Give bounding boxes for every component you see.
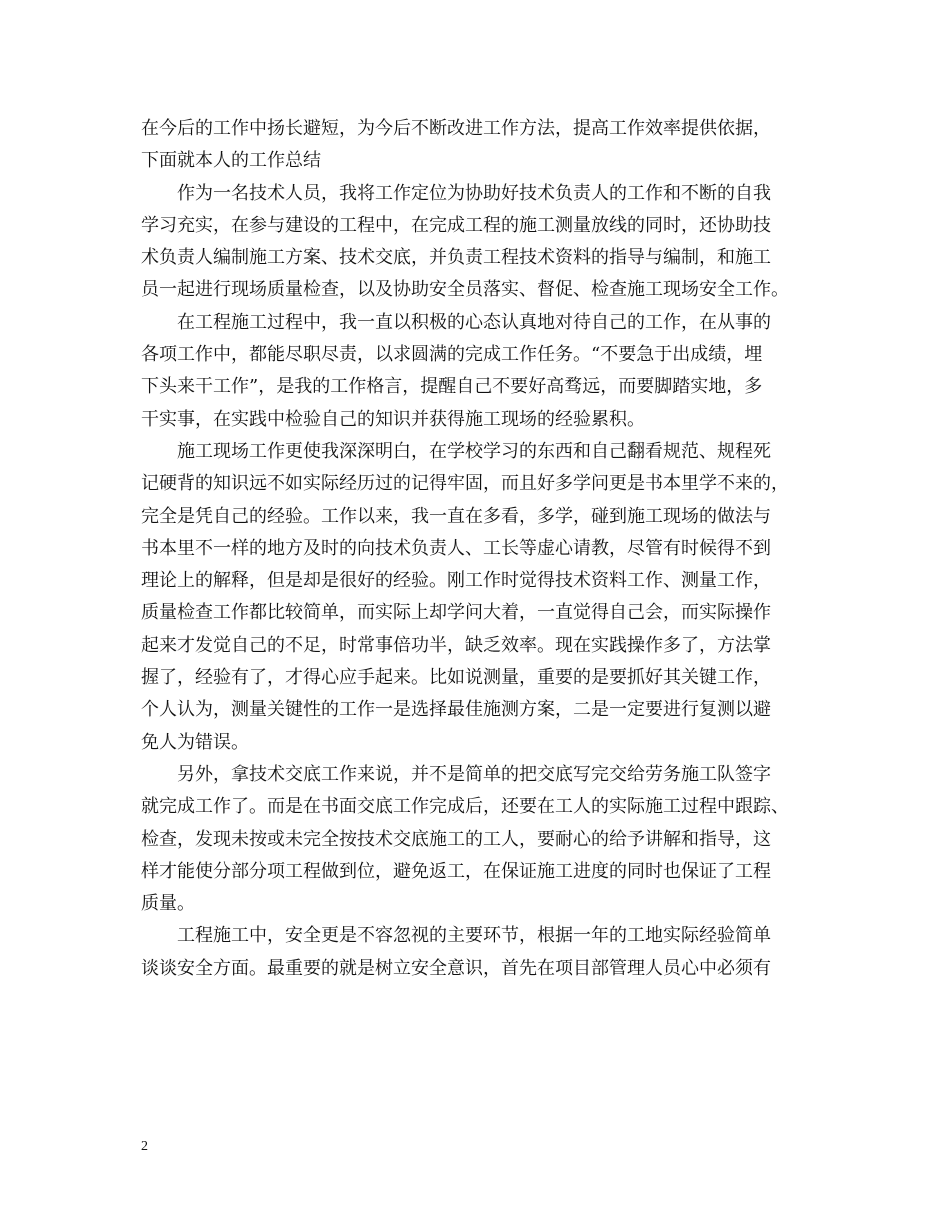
text-line: 握了，经验有了，才得心应手起来。比如说测量，重要的是要抓好其关键工作， — [141, 667, 771, 689]
text-line: 就完成工作了。而是在书面交底工作完成后，还要在工人的实际施工过程中跟踪、 — [141, 796, 789, 818]
text-line: 谈谈安全方面。最重要的就是树立安全意识，首先在项目部管理人员心中必须有 — [141, 957, 771, 979]
text-line: 在工程施工过程中，我一直以积极的心态认真地对待自己的工作，在从事的 — [177, 311, 771, 333]
text-line: 干实事，在实践中检验自己的知识并获得施工现场的经验累积。 — [141, 408, 645, 430]
text-line: 作为一名技术人员，我将工作定位为协助好技术负责人的工作和不断的自我 — [177, 182, 771, 204]
text-line: 免人为错误。 — [141, 731, 249, 753]
text-line: 个人认为，测量关键性的工作一是选择最佳施测方案，二是一定要进行复测以避 — [141, 699, 771, 721]
text-line: 下面就本人的工作总结 — [141, 150, 321, 172]
text-line: 下头来干工作”，是我的工作格言，提醒自己不要好高骛远，而要脚踏实地，多 — [141, 376, 763, 398]
text-line: 记硬背的知识远不如实际经历过的记得牢固，而且好多学问更是书本里学不来的， — [141, 473, 789, 495]
text-line: 另外，拿技术交底工作来说，并不是简单的把交底写完交给劳务施工队签字 — [177, 763, 771, 785]
document-body — [141, 113, 813, 985]
paragraph — [141, 436, 813, 759]
paragraph — [141, 759, 813, 920]
paragraph — [141, 178, 813, 307]
text-line: 完全是凭自己的经验。工作以来，我一直在多看，多学，碰到施工现场的做法与 — [141, 505, 771, 527]
text-line: 理论上的解释，但是却是很好的经验。刚工作时觉得技术资料工作、测量工作， — [141, 570, 771, 592]
text-line: 员一起进行现场质量检查，以及协助安全员落实、督促、检查施工现场安全工作。 — [141, 279, 789, 301]
paragraph — [141, 920, 813, 985]
text-line: 术负责人编制施工方案、技术交底，并负责工程技术资料的指导与编制，和施工 — [141, 247, 771, 269]
text-line: 工程施工中，安全更是不容忽视的主要环节，根据一年的工地实际经验简单 — [177, 925, 771, 947]
paragraph — [141, 113, 813, 178]
text-line: 施工现场工作更使我深深明白，在学校学习的东西和自己翻看规范、规程死 — [177, 440, 771, 462]
text-line: 质量。 — [141, 893, 195, 915]
text-line: 检查，发现未按或未完全按技术交底施工的工人，要耐心的给予讲解和指导，这 — [141, 828, 771, 850]
text-line: 书本里不一样的地方及时的向技术负责人、工长等虚心请教，尽管有时候得不到 — [141, 537, 771, 559]
paragraph — [141, 307, 813, 436]
page-number: 2 — [141, 1139, 148, 1154]
text-line: 学习充实，在参与建设的工程中，在完成工程的施工测量放线的同时，还协助技 — [141, 214, 771, 236]
text-line: 样才能使分部分项工程做到位，避免返工，在保证施工进度的同时也保证了工程 — [141, 860, 771, 882]
text-line: 质量检查工作都比较简单，而实际上却学问大着，一直觉得自己会，而实际操作 — [141, 602, 771, 624]
text-line: 起来才发觉自己的不足，时常事倍功半，缺乏效率。现在实践操作多了，方法掌 — [141, 634, 771, 656]
text-line: 各项工作中，都能尽职尽责，以求圆满的完成工作任务。“不要急于出成绩，埋 — [141, 344, 763, 366]
text-line: 在今后的工作中扬长避短，为今后不断改进工作方法，提高工作效率提供依据， — [141, 118, 771, 139]
